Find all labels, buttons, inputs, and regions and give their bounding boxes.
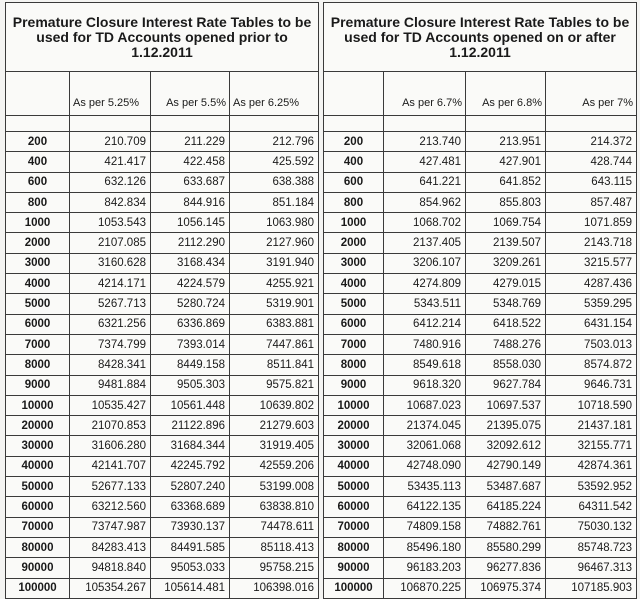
- rate-value-cell: 63838.810: [230, 497, 319, 517]
- table-row: [6, 314, 319, 334]
- rate-value-cell: 9505.303: [151, 375, 230, 395]
- rate-value-cell: 1056.145: [151, 213, 230, 233]
- rate-value-cell: 21374.045: [384, 416, 466, 436]
- rate-value-cell: 428.744: [546, 152, 637, 172]
- rate-value-cell: 213.740: [384, 132, 466, 152]
- rate-value-cell: 854.962: [384, 192, 466, 212]
- deposit-amount-cell: 60000: [324, 497, 384, 517]
- table-row: [324, 517, 637, 537]
- rate-value-cell: 21437.181: [546, 416, 637, 436]
- deposit-amount-cell: 50000: [6, 477, 70, 497]
- rate-value-cell: 4287.436: [546, 274, 637, 294]
- rate-value-cell: 6336.869: [151, 314, 230, 334]
- rate-value-cell: 2107.085: [70, 233, 151, 253]
- table-row: [324, 477, 637, 497]
- table-row: [324, 416, 637, 436]
- rate-value-cell: 8428.341: [70, 355, 151, 375]
- table-row: [6, 517, 319, 537]
- rate-value-cell: 5343.511: [384, 294, 466, 314]
- rate-value-cell: 7393.014: [151, 334, 230, 354]
- table-row: [6, 355, 319, 375]
- rate-value-cell: 213.951: [466, 132, 546, 152]
- deposit-amount-cell: 9000: [324, 375, 384, 395]
- deposit-amount-cell: 9000: [6, 375, 70, 395]
- rate-value-cell: 3191.940: [230, 253, 319, 273]
- rate-value-cell: 214.372: [546, 132, 637, 152]
- rate-value-cell: 7503.013: [546, 334, 637, 354]
- rate-value-cell: 6412.214: [384, 314, 466, 334]
- deposit-amount-cell: 50000: [324, 477, 384, 497]
- rate-value-cell: 5280.724: [151, 294, 230, 314]
- deposit-amount-cell: 6000: [324, 314, 384, 334]
- rate-value-cell: 633.687: [151, 172, 230, 192]
- table-row: [324, 274, 637, 294]
- rate-value-cell: 95758.215: [230, 558, 319, 578]
- table-row: [324, 355, 637, 375]
- rate-value-cell: 21122.896: [151, 416, 230, 436]
- deposit-amount-cell: 2000: [6, 233, 70, 253]
- rate-value-cell: 53199.008: [230, 477, 319, 497]
- deposit-amount-cell: 600: [6, 172, 70, 192]
- deposit-amount-cell: 200: [6, 132, 70, 152]
- right-header-rate-2: As per 6.8%: [466, 72, 546, 116]
- rate-value-cell: 6418.522: [466, 314, 546, 334]
- rate-value-cell: 10535.427: [70, 395, 151, 415]
- rate-value-cell: 851.184: [230, 192, 319, 212]
- rate-value-cell: 632.126: [70, 172, 151, 192]
- rate-value-cell: 73930.137: [151, 517, 230, 537]
- rate-value-cell: 10561.448: [151, 395, 230, 415]
- left-table-body: [6, 132, 319, 599]
- rate-value-cell: 73747.987: [70, 517, 151, 537]
- table-row: [324, 558, 637, 578]
- table-row: [324, 213, 637, 233]
- rate-value-cell: 105354.267: [70, 578, 151, 598]
- left-spacer-row: [6, 116, 319, 132]
- table-row: [324, 253, 637, 273]
- deposit-amount-cell: 80000: [324, 537, 384, 557]
- table-row: [324, 152, 637, 172]
- rate-value-cell: 106870.225: [384, 578, 466, 598]
- rate-value-cell: 53435.113: [384, 477, 466, 497]
- deposit-amount-cell: 400: [324, 152, 384, 172]
- rate-value-cell: 53592.952: [546, 477, 637, 497]
- table-row: [324, 578, 637, 598]
- rate-value-cell: 95053.033: [151, 558, 230, 578]
- rate-value-cell: 64122.135: [384, 497, 466, 517]
- rate-value-cell: 7488.276: [466, 334, 546, 354]
- rate-value-cell: 427.481: [384, 152, 466, 172]
- rate-value-cell: 638.388: [230, 172, 319, 192]
- right-rate-table: [323, 2, 637, 599]
- rate-value-cell: 9646.731: [546, 375, 637, 395]
- deposit-amount-cell: 90000: [6, 558, 70, 578]
- table-row: [6, 558, 319, 578]
- deposit-amount-cell: 6000: [6, 314, 70, 334]
- table-row: [6, 274, 319, 294]
- deposit-amount-cell: 20000: [324, 416, 384, 436]
- rate-value-cell: 52807.240: [151, 477, 230, 497]
- table-row: [6, 132, 319, 152]
- rate-value-cell: 1069.754: [466, 213, 546, 233]
- rate-value-cell: 425.592: [230, 152, 319, 172]
- table-row: [324, 192, 637, 212]
- rate-value-cell: 4255.921: [230, 274, 319, 294]
- rate-value-cell: 96467.313: [546, 558, 637, 578]
- rate-value-cell: 8511.841: [230, 355, 319, 375]
- table-row: [6, 537, 319, 557]
- rate-value-cell: 42559.206: [230, 456, 319, 476]
- rate-value-cell: 74882.761: [466, 517, 546, 537]
- right-header-row: [324, 72, 637, 116]
- table-row: [6, 578, 319, 598]
- rate-value-cell: 106975.374: [466, 578, 546, 598]
- deposit-amount-cell: 40000: [6, 456, 70, 476]
- rate-value-cell: 9575.821: [230, 375, 319, 395]
- rate-value-cell: 9618.320: [384, 375, 466, 395]
- deposit-amount-cell: 70000: [6, 517, 70, 537]
- rate-value-cell: 857.487: [546, 192, 637, 212]
- rate-value-cell: 63368.689: [151, 497, 230, 517]
- rate-value-cell: 1053.543: [70, 213, 151, 233]
- rate-value-cell: 3206.107: [384, 253, 466, 273]
- rate-value-cell: 42141.707: [70, 456, 151, 476]
- rate-value-cell: 5359.295: [546, 294, 637, 314]
- rate-value-cell: 855.803: [466, 192, 546, 212]
- deposit-amount-cell: 70000: [324, 517, 384, 537]
- rate-value-cell: 6431.154: [546, 314, 637, 334]
- rate-value-cell: 31684.344: [151, 436, 230, 456]
- rate-value-cell: 641.852: [466, 172, 546, 192]
- right-header-amount: [324, 72, 384, 116]
- rate-value-cell: 5319.901: [230, 294, 319, 314]
- rate-value-cell: 7447.861: [230, 334, 319, 354]
- deposit-amount-cell: 800: [324, 192, 384, 212]
- deposit-amount-cell: 400: [6, 152, 70, 172]
- rate-value-cell: 10687.023: [384, 395, 466, 415]
- deposit-amount-cell: 2000: [324, 233, 384, 253]
- right-table-title: Premature Closure Interest Rate Tables to be used for TD Accounts opened on or after 1.12.2011: [324, 3, 637, 72]
- table-row: [324, 314, 637, 334]
- rate-value-cell: 5267.713: [70, 294, 151, 314]
- right-spacer-row: [324, 116, 637, 132]
- rate-value-cell: 31919.405: [230, 436, 319, 456]
- rate-value-cell: 842.834: [70, 192, 151, 212]
- table-row: [6, 294, 319, 314]
- rate-value-cell: 105614.481: [151, 578, 230, 598]
- deposit-amount-cell: 1000: [324, 213, 384, 233]
- rate-value-cell: 75030.132: [546, 517, 637, 537]
- table-row: [6, 192, 319, 212]
- deposit-amount-cell: 60000: [6, 497, 70, 517]
- rate-value-cell: 4279.015: [466, 274, 546, 294]
- rate-value-cell: 2112.290: [151, 233, 230, 253]
- rate-value-cell: 32092.612: [466, 436, 546, 456]
- rate-value-cell: 74478.611: [230, 517, 319, 537]
- right-header-rate-1: As per 6.7%: [384, 72, 466, 116]
- rate-value-cell: 3168.434: [151, 253, 230, 273]
- deposit-amount-cell: 10000: [6, 395, 70, 415]
- rate-value-cell: 21279.603: [230, 416, 319, 436]
- table-row: [6, 497, 319, 517]
- rate-value-cell: 21395.075: [466, 416, 546, 436]
- deposit-amount-cell: 90000: [324, 558, 384, 578]
- deposit-amount-cell: 5000: [6, 294, 70, 314]
- table-row: [324, 436, 637, 456]
- rate-value-cell: 32061.068: [384, 436, 466, 456]
- rate-value-cell: 211.229: [151, 132, 230, 152]
- deposit-amount-cell: 7000: [324, 334, 384, 354]
- rate-value-cell: 2139.507: [466, 233, 546, 253]
- rate-value-cell: 3160.628: [70, 253, 151, 273]
- rate-value-cell: 4214.171: [70, 274, 151, 294]
- rate-value-cell: 3215.577: [546, 253, 637, 273]
- table-row: [6, 436, 319, 456]
- rate-value-cell: 5348.769: [466, 294, 546, 314]
- left-rate-table: [5, 2, 319, 599]
- deposit-amount-cell: 100000: [324, 578, 384, 598]
- left-title-row: [6, 3, 319, 72]
- deposit-amount-cell: 3000: [6, 253, 70, 273]
- rate-value-cell: 3209.261: [466, 253, 546, 273]
- rate-value-cell: 212.796: [230, 132, 319, 152]
- rate-value-cell: 643.115: [546, 172, 637, 192]
- rate-value-cell: 7374.799: [70, 334, 151, 354]
- rate-value-cell: 10697.537: [466, 395, 546, 415]
- table-row: [324, 334, 637, 354]
- rate-value-cell: 9481.884: [70, 375, 151, 395]
- rate-value-cell: 6383.881: [230, 314, 319, 334]
- deposit-amount-cell: 5000: [324, 294, 384, 314]
- deposit-amount-cell: 200: [324, 132, 384, 152]
- rate-value-cell: 84283.413: [70, 537, 151, 557]
- rate-value-cell: 42748.090: [384, 456, 466, 476]
- rate-value-cell: 42874.361: [546, 456, 637, 476]
- deposit-amount-cell: 4000: [324, 274, 384, 294]
- rate-value-cell: 844.916: [151, 192, 230, 212]
- table-row: [324, 375, 637, 395]
- deposit-amount-cell: 600: [324, 172, 384, 192]
- rate-value-cell: 21070.853: [70, 416, 151, 436]
- table-row: [324, 497, 637, 517]
- rate-value-cell: 84491.585: [151, 537, 230, 557]
- deposit-amount-cell: 1000: [6, 213, 70, 233]
- table-row: [6, 416, 319, 436]
- rate-value-cell: 8558.030: [466, 355, 546, 375]
- deposit-amount-cell: 100000: [6, 578, 70, 598]
- right-title-row: [324, 3, 637, 72]
- table-row: [6, 233, 319, 253]
- rate-value-cell: 7480.916: [384, 334, 466, 354]
- rate-value-cell: 427.901: [466, 152, 546, 172]
- right-header-rate-3: As per 7%: [546, 72, 637, 116]
- rate-value-cell: 1071.859: [546, 213, 637, 233]
- rate-value-cell: 6321.256: [70, 314, 151, 334]
- rate-value-cell: 2127.960: [230, 233, 319, 253]
- table-row: [324, 233, 637, 253]
- left-header-rate-1: As per 5.25%: [70, 72, 151, 116]
- rate-value-cell: 4224.579: [151, 274, 230, 294]
- rate-value-cell: 106398.016: [230, 578, 319, 598]
- table-row: [324, 537, 637, 557]
- rate-value-cell: 8449.158: [151, 355, 230, 375]
- deposit-amount-cell: 7000: [6, 334, 70, 354]
- deposit-amount-cell: 20000: [6, 416, 70, 436]
- rate-value-cell: 10639.802: [230, 395, 319, 415]
- rate-value-cell: 1068.702: [384, 213, 466, 233]
- rate-value-cell: 85748.723: [546, 537, 637, 557]
- deposit-amount-cell: 80000: [6, 537, 70, 557]
- rate-value-cell: 421.417: [70, 152, 151, 172]
- table-row: [324, 395, 637, 415]
- rate-value-cell: 422.458: [151, 152, 230, 172]
- table-row: [324, 294, 637, 314]
- table-row: [324, 172, 637, 192]
- left-header-rate-3: As per 6.25%: [230, 72, 319, 116]
- rate-value-cell: 96277.836: [466, 558, 546, 578]
- rate-value-cell: 42245.792: [151, 456, 230, 476]
- table-row: [6, 253, 319, 273]
- table-row: [6, 375, 319, 395]
- table-row: [6, 172, 319, 192]
- table-row: [6, 152, 319, 172]
- table-row: [6, 213, 319, 233]
- rate-value-cell: 85496.180: [384, 537, 466, 557]
- rate-value-cell: 85118.413: [230, 537, 319, 557]
- left-header-row: [6, 72, 319, 116]
- rate-value-cell: 64311.542: [546, 497, 637, 517]
- rate-value-cell: 94818.840: [70, 558, 151, 578]
- rate-value-cell: 641.221: [384, 172, 466, 192]
- rate-value-cell: 64185.224: [466, 497, 546, 517]
- table-row: [6, 395, 319, 415]
- rate-value-cell: 210.709: [70, 132, 151, 152]
- deposit-amount-cell: 800: [6, 192, 70, 212]
- rate-value-cell: 74809.158: [384, 517, 466, 537]
- left-header-rate-2: As per 5.5%: [151, 72, 230, 116]
- left-table-title: Premature Closure Interest Rate Tables to be used for TD Accounts opened prior to 1.12.2011: [6, 3, 319, 72]
- rate-value-cell: 10718.590: [546, 395, 637, 415]
- table-row: [324, 456, 637, 476]
- deposit-amount-cell: 4000: [6, 274, 70, 294]
- deposit-amount-cell: 8000: [6, 355, 70, 375]
- right-table-body: [324, 132, 637, 599]
- rate-value-cell: 85580.299: [466, 537, 546, 557]
- rate-value-cell: 1063.980: [230, 213, 319, 233]
- deposit-amount-cell: 30000: [324, 436, 384, 456]
- rate-value-cell: 2143.718: [546, 233, 637, 253]
- rate-value-cell: 31606.280: [70, 436, 151, 456]
- rate-value-cell: 42790.149: [466, 456, 546, 476]
- rate-value-cell: 53487.687: [466, 477, 546, 497]
- deposit-amount-cell: 8000: [324, 355, 384, 375]
- rate-value-cell: 4274.809: [384, 274, 466, 294]
- rate-value-cell: 9627.784: [466, 375, 546, 395]
- table-row: [6, 334, 319, 354]
- rate-value-cell: 8574.872: [546, 355, 637, 375]
- table-row: [6, 477, 319, 497]
- rate-value-cell: 32155.771: [546, 436, 637, 456]
- rate-value-cell: 52677.133: [70, 477, 151, 497]
- table-row: [6, 456, 319, 476]
- rate-value-cell: 8549.618: [384, 355, 466, 375]
- deposit-amount-cell: 40000: [324, 456, 384, 476]
- rate-value-cell: 2137.405: [384, 233, 466, 253]
- rate-value-cell: 96183.203: [384, 558, 466, 578]
- deposit-amount-cell: 30000: [6, 436, 70, 456]
- rate-value-cell: 107185.903: [546, 578, 637, 598]
- left-header-amount: [6, 72, 70, 116]
- table-row: [324, 132, 637, 152]
- deposit-amount-cell: 3000: [324, 253, 384, 273]
- rate-value-cell: 63212.560: [70, 497, 151, 517]
- deposit-amount-cell: 10000: [324, 395, 384, 415]
